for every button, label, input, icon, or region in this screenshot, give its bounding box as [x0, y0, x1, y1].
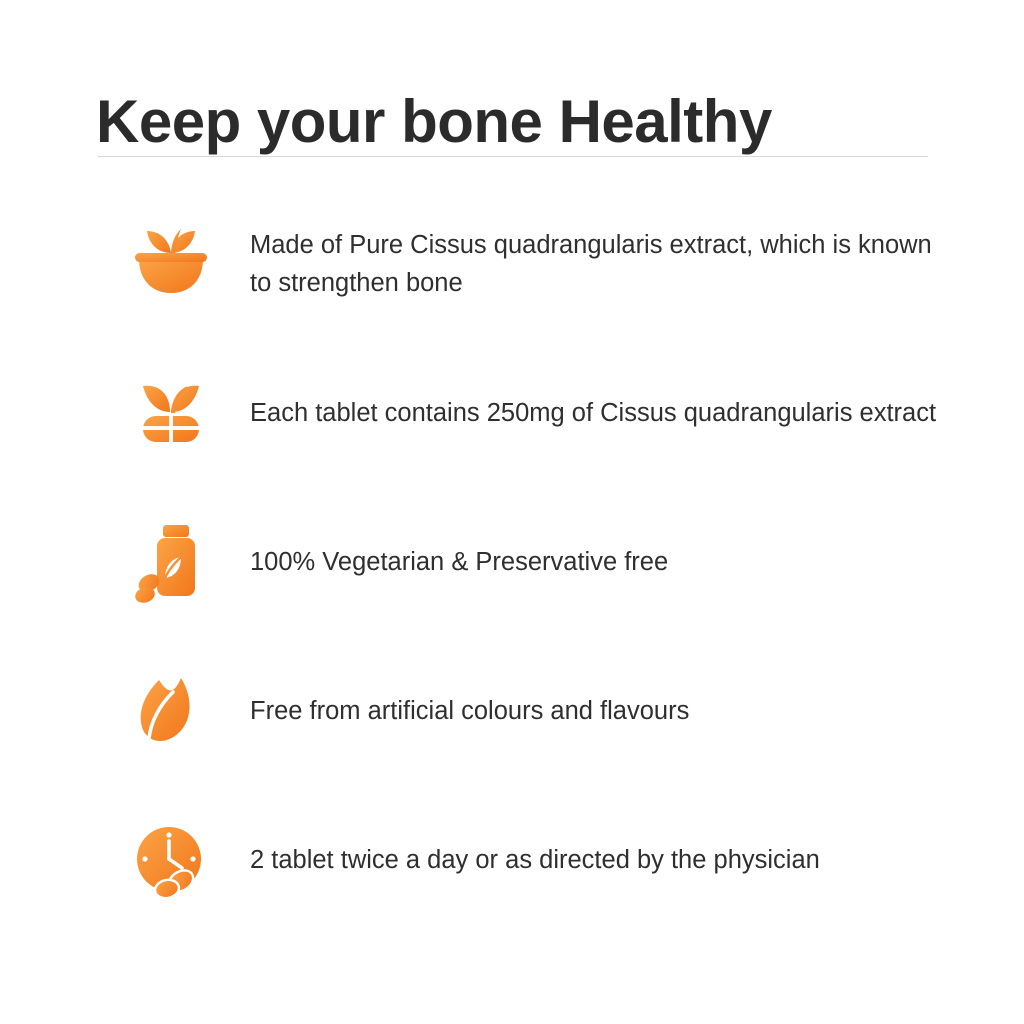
list-item-label: 2 tablet twice a day or as directed by the physician: [250, 845, 820, 874]
list-item-label: Each tablet contains 250mg of Cissus quadrangularis extract: [250, 398, 937, 427]
list-item-label: Free from artificial colours and flavours: [250, 696, 690, 725]
header-divider: [98, 156, 928, 157]
herbal-capsule-icon: [96, 372, 246, 456]
list-item-label: Made of Pure Cissus quadrangularis extract, which is known to strengthen bone: [250, 230, 932, 297]
leaf-icon: [96, 670, 246, 754]
list-item: [96, 488, 956, 637]
clock-tablets-icon: [96, 819, 246, 903]
list-item: [96, 190, 956, 339]
supplement-bottle-icon: [96, 521, 246, 605]
page-title: Keep your bone Healthy: [96, 88, 772, 156]
list-item: [96, 339, 956, 488]
list-item-label: 100% Vegetarian & Preservative free: [250, 547, 669, 576]
list-item: [96, 637, 956, 786]
mortar-and-pestle-icon: [96, 223, 246, 307]
list-item: [96, 786, 956, 935]
feature-list: [96, 190, 956, 935]
